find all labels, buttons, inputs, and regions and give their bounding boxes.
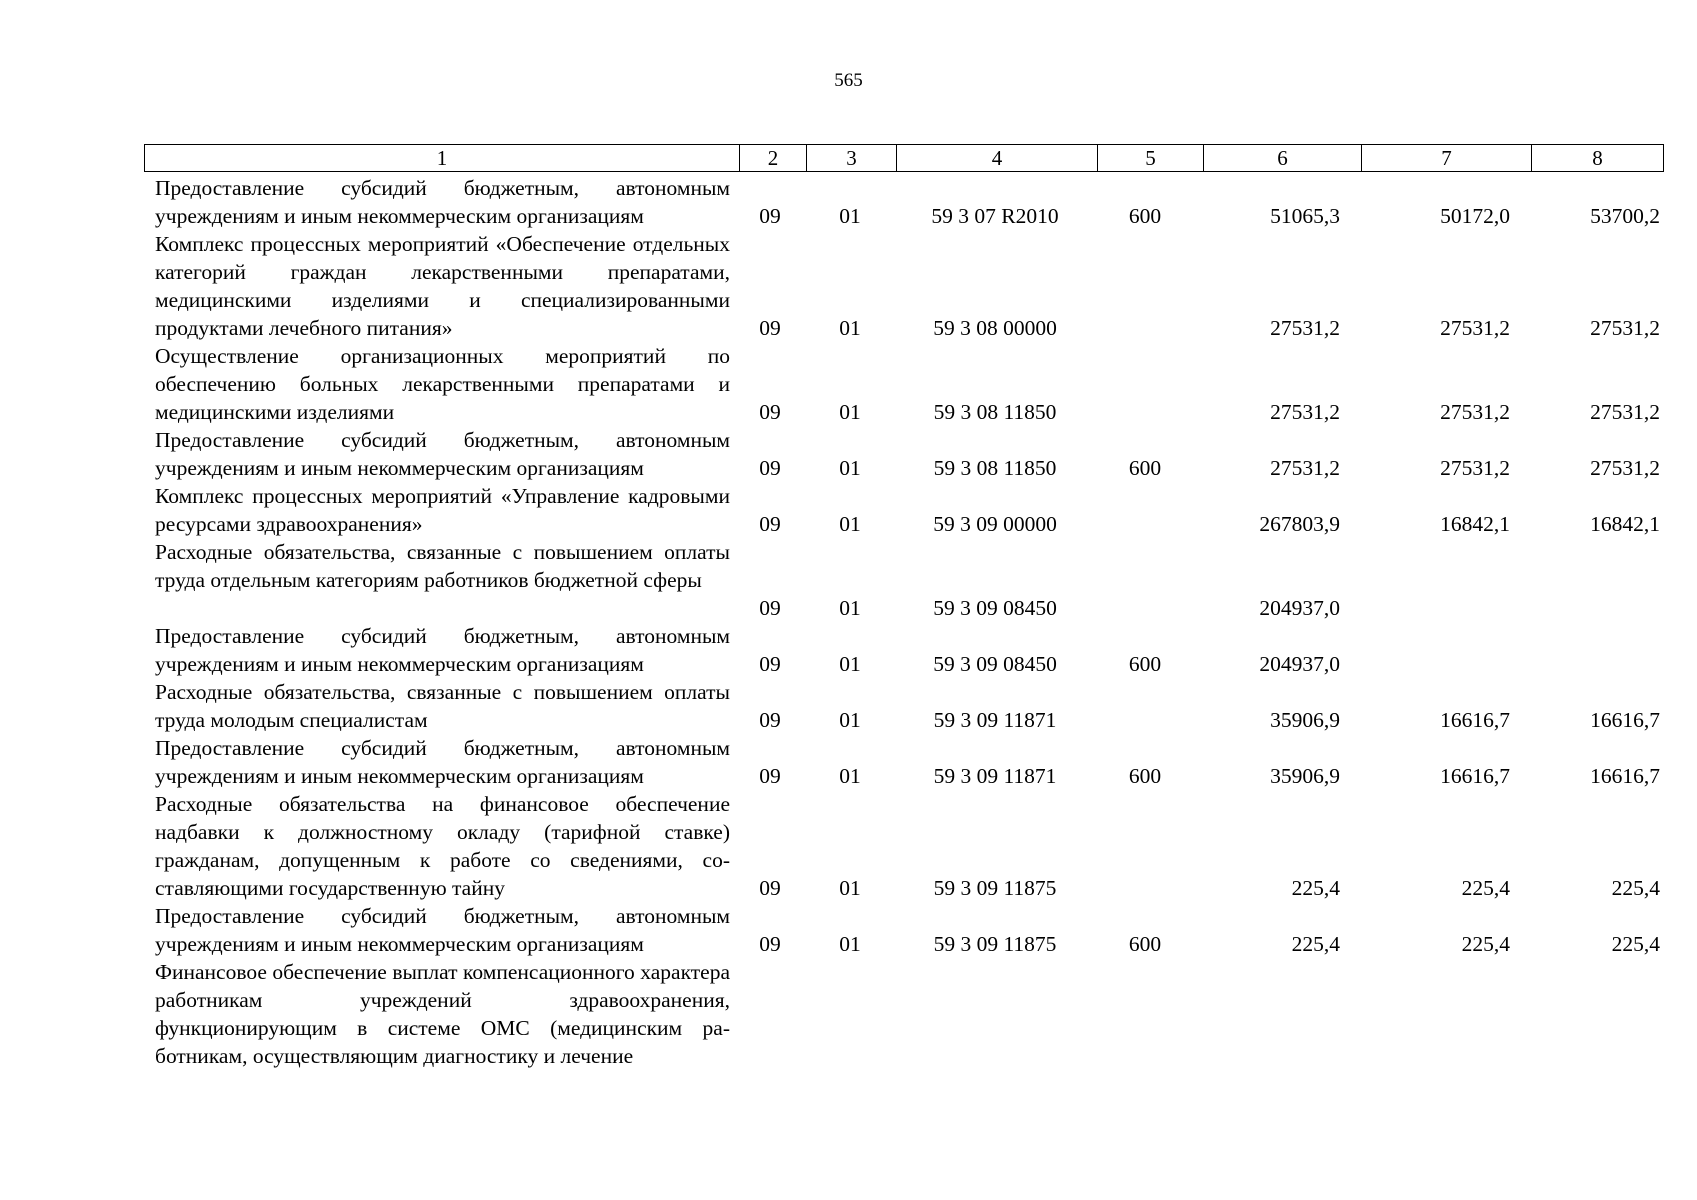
table-row <box>0 174 1697 230</box>
table-row <box>0 342 1697 426</box>
cell-col-8: 27531,2 <box>1590 400 1660 424</box>
cell-col-2: 09 <box>759 400 781 424</box>
row-description: Расходные обязательства, связанные с повышением оплаты труда отдельным категориям работников бюджетной сферы <box>155 540 730 592</box>
header-cell: 7 <box>1361 145 1531 171</box>
header-cell: 4 <box>896 145 1097 171</box>
cell-col-4: 59 3 09 11871 <box>933 708 1057 732</box>
row-description: Финансовое обеспечение выплат компенсационного характера работникам учреждений здравоохранения, функционирующим в системе ОМС (медицинским работникам, осуществляющим диагностику и лечение <box>155 960 730 1068</box>
cell-col-3: 01 <box>839 652 861 676</box>
cell-col-7: 16842,1 <box>1440 512 1510 536</box>
table-row <box>0 482 1697 538</box>
cell-col-4: 59 3 09 11875 <box>933 876 1057 900</box>
table-row <box>0 622 1697 678</box>
header-cell: 3 <box>806 145 896 171</box>
cell-col-2: 09 <box>759 512 781 536</box>
header-cell: 6 <box>1203 145 1361 171</box>
cell-col-6: 27531,2 <box>1270 400 1340 424</box>
table-row <box>0 958 1697 1070</box>
row-description: Осуществление организационных мероприятий по обеспечению больных лекарственными препаратами и медицинскими изделиями <box>155 344 730 424</box>
cell-col-7: 16616,7 <box>1440 708 1510 732</box>
page-number: 565 <box>834 70 863 91</box>
cell-col-8: 27531,2 <box>1590 316 1660 340</box>
header-cell: 1 <box>436 146 448 170</box>
cell-col-8: 16842,1 <box>1590 512 1660 536</box>
table-row <box>0 678 1697 734</box>
cell-col-6: 27531,2 <box>1270 456 1340 480</box>
cell-col-3: 01 <box>839 932 861 956</box>
cell-col-6: 225,4 <box>1291 932 1340 956</box>
cell-col-6: 225,4 <box>1291 876 1340 900</box>
cell-col-2: 09 <box>759 932 781 956</box>
row-description: Предоставление субсидий бюджетным, автономным учреждениям и иным некоммерческим организациям <box>155 904 730 956</box>
cell-col-4: 59 3 09 08450 <box>933 596 1057 620</box>
cell-col-5: 600 <box>1128 764 1162 788</box>
cell-col-8: 225,4 <box>1611 932 1660 956</box>
cell-col-3: 01 <box>839 316 861 340</box>
cell-col-4: 59 3 08 11850 <box>933 400 1057 424</box>
table-row <box>0 902 1697 958</box>
cell-col-2: 09 <box>759 596 781 620</box>
cell-col-3: 01 <box>839 876 861 900</box>
table-header <box>144 144 1664 172</box>
cell-col-2: 09 <box>759 204 781 228</box>
cell-col-3: 01 <box>839 456 861 480</box>
cell-col-4: 59 3 09 08450 <box>933 652 1057 676</box>
cell-col-6: 35906,9 <box>1270 764 1340 788</box>
cell-col-3: 01 <box>839 708 861 732</box>
cell-col-5: 600 <box>1128 204 1162 228</box>
cell-col-2: 09 <box>759 708 781 732</box>
cell-col-5: 600 <box>1128 652 1162 676</box>
header-cell: 8 <box>1531 145 1663 171</box>
row-description: Предоставление субсидий бюджетным, автономным учреждениям и иным некоммерческим организациям <box>155 428 730 480</box>
cell-col-4: 59 3 09 11875 <box>933 932 1057 956</box>
row-description: Комплекс процессных мероприятий «Обеспечение отдельных категорий граждан лекарственными препаратами, медицинскими изделиями и специализированными продуктами лечебного питания» <box>155 232 730 340</box>
cell-col-3: 01 <box>839 400 861 424</box>
cell-col-4: 59 3 09 00000 <box>933 512 1057 536</box>
cell-col-7: 27531,2 <box>1440 316 1510 340</box>
row-description: Расходные обязательства на финансовое обеспечение надбавки к должностному окладу (тарифной ставке) гражданам, допущенным к работе со сведениями, составляющими государственную тайну <box>155 792 730 900</box>
cell-col-3: 01 <box>839 204 861 228</box>
cell-col-2: 09 <box>759 652 781 676</box>
table-row <box>0 790 1697 902</box>
cell-col-8: 16616,7 <box>1590 708 1660 732</box>
cell-col-8: 53700,2 <box>1590 204 1660 228</box>
table-row <box>0 538 1697 622</box>
row-description: Расходные обязательства, связанные с повышением оплаты труда молодым специалистам <box>155 680 730 732</box>
cell-col-4: 59 3 08 11850 <box>933 456 1057 480</box>
row-description: Комплекс процессных мероприятий «Управление кадровыми ресурсами здравоохранения» <box>155 484 730 536</box>
cell-col-7: 50172,0 <box>1440 204 1510 228</box>
cell-col-2: 09 <box>759 876 781 900</box>
row-description: Предоставление субсидий бюджетным, автономным учреждениям и иным некоммерческим организациям <box>155 176 730 228</box>
cell-col-8: 225,4 <box>1611 876 1660 900</box>
cell-col-2: 09 <box>759 456 781 480</box>
cell-col-5: 600 <box>1128 932 1162 956</box>
cell-col-4: 59 3 09 11871 <box>933 764 1057 788</box>
header-cell: 2 <box>739 145 806 171</box>
cell-col-5: 600 <box>1128 456 1162 480</box>
cell-col-4: 59 3 08 00000 <box>933 316 1057 340</box>
cell-col-7: 225,4 <box>1461 876 1510 900</box>
cell-col-7: 16616,7 <box>1440 764 1510 788</box>
cell-col-7: 27531,2 <box>1440 456 1510 480</box>
cell-col-3: 01 <box>839 512 861 536</box>
table-row <box>0 230 1697 342</box>
cell-col-6: 27531,2 <box>1270 316 1340 340</box>
cell-col-2: 09 <box>759 764 781 788</box>
row-description: Предоставление субсидий бюджетным, автономным учреждениям и иным некоммерческим организациям <box>155 624 730 676</box>
cell-col-6: 51065,3 <box>1270 204 1340 228</box>
cell-col-7: 27531,2 <box>1440 400 1510 424</box>
cell-col-6: 267803,9 <box>1259 512 1340 536</box>
cell-col-6: 204937,0 <box>1259 596 1340 620</box>
cell-col-3: 01 <box>839 596 861 620</box>
cell-col-7: 225,4 <box>1461 932 1510 956</box>
table-row <box>0 734 1697 790</box>
header-cell: 5 <box>1097 145 1203 171</box>
cell-col-6: 35906,9 <box>1270 708 1340 732</box>
cell-col-6: 204937,0 <box>1259 652 1340 676</box>
cell-col-8: 27531,2 <box>1590 456 1660 480</box>
cell-col-4: 59 3 07 R2010 <box>931 204 1059 228</box>
table-row <box>0 426 1697 482</box>
cell-col-8: 16616,7 <box>1590 764 1660 788</box>
cell-col-3: 01 <box>839 764 861 788</box>
cell-col-2: 09 <box>759 316 781 340</box>
row-description: Предоставление субсидий бюджетным, автономным учреждениям и иным некоммерческим организациям <box>155 736 730 788</box>
